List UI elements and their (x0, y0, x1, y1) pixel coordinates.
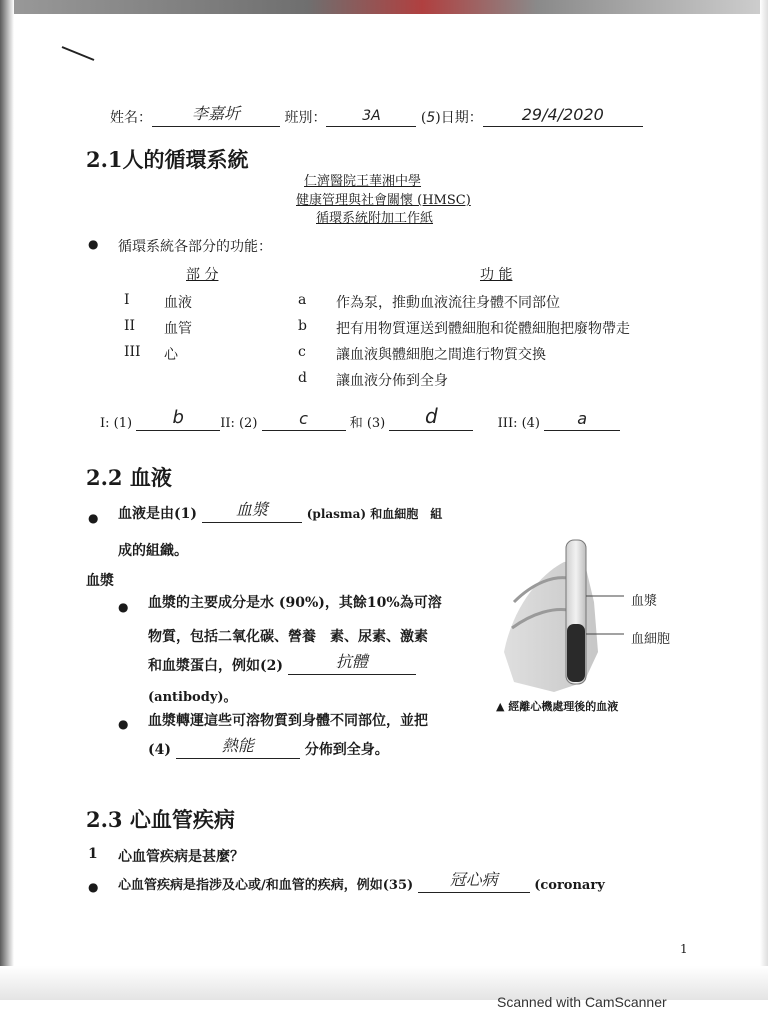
scanner-stamp: Scanned with CamScanner (497, 994, 667, 1010)
plasma-transport-line1: 血漿轉運這些可溶物質到身體不同部位，並把 (148, 713, 428, 729)
plasma-text-line2: 物質，包括二氧化碳、營養 素、尿素、激素 (148, 629, 428, 645)
blank35-answer: 冠心病 (449, 870, 498, 889)
date-value: 29/4/2020 (521, 105, 604, 124)
blank4-field (176, 738, 300, 759)
blood-definition-cont: 成的組織。 (118, 543, 188, 559)
col-functions-header: 功 能 (480, 267, 513, 283)
page-left-shadow (0, 0, 14, 1000)
page-number: 1 (680, 942, 688, 956)
header-line (110, 106, 643, 127)
q1-field (136, 407, 220, 431)
section-2-3-title: 2.3 心血管疾病 (86, 807, 235, 832)
photo-background-top (0, 0, 768, 14)
function-letter: b (298, 318, 307, 334)
q2-answer: c (299, 409, 308, 428)
answers-line (100, 404, 620, 431)
cvd-definition-line (118, 872, 605, 893)
q2-label: II: (2) (220, 416, 258, 431)
and3-label: 和 (3) (349, 416, 386, 431)
part-name: 血管 (164, 321, 192, 337)
blank1-answer: 血漿 (235, 500, 268, 519)
q3-answer: d (425, 404, 438, 428)
blank2-field (288, 654, 416, 675)
function-letter: a (298, 292, 307, 308)
function-text: 讓血液與體細胞之間進行物質交換 (336, 347, 546, 363)
class-field (326, 106, 416, 127)
functions-intro: 循環系統各部分的功能： (118, 239, 272, 255)
part-num: II (124, 318, 136, 334)
section-2-1-title: 2.1人的循環系統 (86, 147, 249, 172)
function-letter: c (298, 344, 306, 360)
bullet: ● (118, 717, 129, 731)
plasma-text-line1: 血漿的主要成分是水 (90%)，其餘10%為可溶 (148, 595, 442, 611)
q4-answer: a (577, 409, 588, 428)
blank35-field (418, 872, 530, 893)
function-text: 把有用物質運送到體細胞和從體細胞把廢物帶走 (336, 321, 630, 337)
class-value: 3A (362, 108, 381, 124)
section-2-2-title: 2.2 血液 (86, 465, 172, 490)
function-letter: d (298, 370, 307, 386)
plasma-line3-pre: 和血漿蛋白，例如(2) (148, 658, 283, 674)
part-name: 心 (164, 347, 178, 363)
cvd-definition-pre: 心血管疾病是指涉及心或/和血管的疾病，例如(35) (118, 878, 414, 893)
bullet: ● (88, 237, 99, 251)
question-number: 1 (88, 846, 98, 862)
blood-definition-post: (plasma) 和血細胞 組 (306, 507, 443, 521)
function-text: 作為泵，推動血液流往身體不同部位 (336, 295, 560, 311)
blank4-answer: 熱能 (221, 736, 254, 755)
worksheet-page (14, 14, 760, 966)
q4-field (544, 410, 620, 431)
number-value: 5 (426, 110, 436, 126)
plasma-transport-line2 (148, 738, 389, 759)
bullet: ● (88, 880, 99, 894)
blood-definition-pre: 血液是由(1) (118, 506, 197, 522)
q4-label: III: (4) (497, 416, 541, 431)
q1-answer: b (172, 407, 184, 428)
blank2-answer: 抗體 (335, 652, 368, 671)
plasma-heading: 血漿 (86, 573, 114, 589)
part-name: 血液 (164, 295, 192, 311)
centrifuged-blood-photo (494, 532, 634, 704)
figure-label-cells: 血細胞 (631, 632, 671, 647)
function-text: 讓血液分佈到全身 (336, 373, 448, 389)
part-num: III (124, 344, 141, 360)
cvd-definition-post: (coronary (534, 878, 605, 893)
blank1-field (202, 502, 302, 523)
name-value: 李嘉圻 (191, 104, 240, 123)
date-label: )日期： (435, 110, 483, 126)
question-text: 心血管疾病是甚麼？ (118, 849, 244, 865)
transport-pre: (4) (148, 742, 171, 758)
bullet: ● (118, 600, 129, 614)
class-label: 班別： (284, 110, 327, 126)
school-name: 仁濟醫院王華湘中學 (304, 174, 422, 189)
figure-caption: ▲ 經離心機處理後的血液 (496, 700, 619, 713)
q2-field (262, 410, 346, 431)
page-right-edge (760, 0, 768, 1000)
name-field (152, 106, 280, 127)
q1-label: I: (1) (100, 416, 133, 431)
bullet: ● (88, 511, 99, 525)
part-num: I (124, 292, 130, 308)
name-label: 姓名： (110, 110, 152, 126)
number-prefix: ( (420, 110, 427, 126)
transport-post: 分佈到全身。 (304, 742, 389, 758)
subject-name: 健康管理與社會關懷 (HMSC) (296, 193, 471, 208)
col-parts-header: 部 分 (186, 267, 219, 283)
blood-definition-line (118, 502, 442, 523)
figure-label-plasma: 血漿 (631, 594, 658, 609)
worksheet-name: 循環系統附加工作紙 (316, 211, 434, 226)
scanner-stamp-bar (0, 994, 768, 1024)
q3-field (389, 404, 473, 431)
plasma-text-line4: (antibody)。 (148, 690, 237, 705)
pen-stroke-mark (60, 44, 100, 64)
plasma-text-line3 (148, 654, 416, 675)
date-field (483, 106, 643, 127)
